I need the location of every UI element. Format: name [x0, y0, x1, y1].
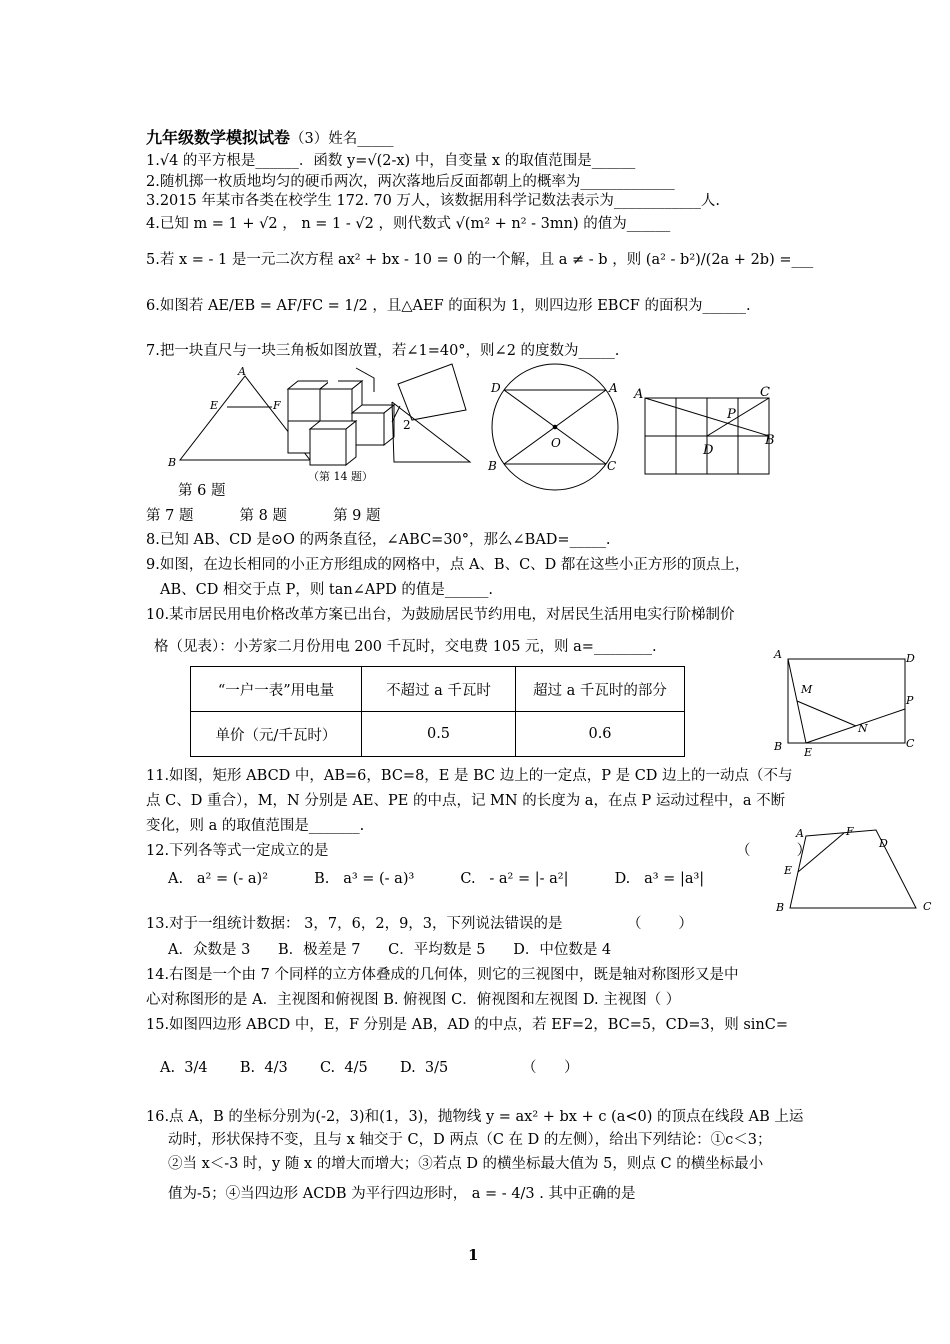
question-10b: 格（见表）：小芳家二月份用电 200 千瓦时，交电费 105 元，则 a=________. — [154, 639, 657, 655]
grid-label-b: B — [765, 433, 775, 448]
quad-label-b: B — [776, 901, 785, 914]
rect-label-n: N — [858, 722, 868, 735]
circle-label-o: O — [551, 436, 561, 450]
question-4: 4.已知 m = 1 + √2 ， n = 1 - √2 ，则代数式 √(m² + n² - 3mn) 的值为______ — [146, 216, 671, 232]
fig14-caption: （第 14 题） — [308, 470, 373, 483]
question-10a: 10.某市居民用电价格改革方案已出台，为鼓励居民节约用电，对居民生活用电实行阶梯制价 — [146, 607, 735, 623]
question-11c: 变化，则 a 的取值范围是_______. — [146, 818, 365, 834]
question-16a: 16.点 A，B 的坐标分别为(-2，3)和(1，3)，抛物线 y = ax² + bx + c (a<0) 的顶点在线段 AB 上运 — [146, 1109, 804, 1125]
rect-label-m: M — [801, 683, 813, 696]
table-cell: 单价（元/千瓦时） — [191, 712, 362, 757]
table-cell: 0.6 — [516, 712, 685, 757]
table-header-cell: 不超过 a 千瓦时 — [362, 667, 516, 712]
question-12-options: A. a² = (- a)² B. a³ = (- a)³ C. - a² = |- a²| D. a³ = |a³| — [168, 871, 705, 887]
question-16d: 值为-5；④当四边形 ACDB 为平行四边形时， a = - 4/3 . 其中正确的是 — [168, 1186, 636, 1202]
question-15: 15.如图四边形 ABCD 中，E，F 分别是 AB，AD 的中点，若 EF=2，BC=5，CD=3，则 sinC= — [146, 1017, 788, 1033]
cubes-figure — [288, 380, 394, 465]
quad-label-d: D — [879, 837, 888, 850]
table-row — [191, 712, 685, 757]
table-cell: 0.5 — [362, 712, 516, 757]
rect-label-p: P — [906, 694, 914, 707]
question-12-paren: （ ） — [736, 843, 812, 859]
question-13-options: A．众数是 3 B．极差是 7 C．平均数是 5 D．中位数是 4 — [168, 942, 612, 958]
question-9a: 9.如图，在边长相同的小正方形组成的网格中，点 A、B、C、D 都在这些小正方形的顶点上， — [146, 557, 750, 573]
tri-label-e: E — [210, 399, 219, 412]
quad-label-e: E — [784, 864, 793, 877]
table-header-cell: “一户一表”用电量 — [191, 667, 362, 712]
question-16c: ②当 x＜-3 时，y 随 x 的增大而增大；③若点 D 的横坐标最大值为 5，则点 C 的横坐标最小 — [168, 1156, 764, 1172]
question-3: 3.2015 年某市各类在校学生 172. 70 万人，该数据用科学记数法表示为____________人. — [146, 193, 721, 209]
tri-label-a: A — [238, 365, 246, 378]
question-14b: 心对称图形的是 A．主视图和俯视图 B. 俯视图 C．俯视图和左视图 D. 主视图（ ） — [146, 992, 681, 1008]
quad-label-c: C — [923, 900, 932, 913]
question-13: 13.对于一组统计数据： 3，7，6，2，9，3，下列说法错误的是 （ ） — [146, 916, 693, 932]
rectangle-figure — [770, 645, 920, 760]
exam-title-line — [146, 128, 394, 149]
rect-label-a: A — [774, 648, 782, 661]
tri-label-b: B — [168, 456, 177, 469]
grid-figure — [645, 398, 769, 474]
circle-figure — [492, 364, 618, 490]
rect-label-d: D — [906, 652, 915, 665]
circle-label-c: C — [607, 459, 617, 473]
question-7: 7.把一块直尺与一块三角板如图放置，若∠1=40°，则∠2 的度数为_____. — [146, 343, 620, 359]
quad-label-a: A — [796, 827, 804, 840]
quad-label-f: F — [846, 825, 854, 838]
table-header-cell: 超过 a 千瓦时的部分 — [516, 667, 685, 712]
question-5: 5.若 x = - 1 是一元二次方程 ax² + bx - 10 = 0 的一个解，且 a ≠ - b ，则 (a² - b²)/(2a + 2b) =___ — [146, 252, 814, 268]
tri-label-f: F — [273, 399, 281, 412]
name-field-label: （3）姓名_____ — [290, 131, 394, 147]
question-15-options: A. 3/4 B. 4/3 C. 4/5 D. 3/5 （ ） — [160, 1060, 579, 1076]
question-14a: 14.右图是一个由 7 个同样的立方体叠成的几何体，则它的三视图中，既是轴对称图形又是中 — [146, 967, 739, 983]
question-8: 8.已知 AB、CD 是⊙O 的两条直径，∠ABC=30°，那么∠BAD=_____. — [146, 532, 611, 548]
rect-label-c: C — [906, 737, 915, 750]
question-11b: 点 C、D 重合），M，N 分别是 AE、PE 的中点，记 MN 的长度为 a，在点 P 运动过程中，a 不断 — [146, 793, 786, 809]
question-9b: AB、CD 相交于点 P，则 tan∠APD 的值是______. — [160, 582, 493, 598]
circle-label-a: A — [609, 381, 618, 395]
grid-label-c: C — [760, 385, 770, 400]
rect-label-b: B — [774, 740, 783, 753]
caption-fig6: 第 6 题 — [178, 483, 226, 499]
caption-fig789: 第 7 题 第 8 题 第 9 题 — [146, 508, 381, 524]
ruler-angle-2: 2 — [403, 418, 411, 432]
grid-label-d: D — [703, 443, 714, 458]
question-11a: 11.如图，矩形 ABCD 中，AB=6，BC=8，E 是 BC 边上的一定点，P 是 CD 边上的一动点（不与 — [146, 768, 793, 784]
price-table — [190, 666, 685, 757]
circle-label-d: D — [491, 381, 501, 395]
table-row — [191, 667, 685, 712]
exam-title: 九年级数学模拟试卷 — [146, 128, 291, 147]
question-1: 1.√4 的平方根是______．函数 y=√(2-x) 中，自变量 x 的取值范围是______ — [146, 153, 636, 169]
question-16b: 动时，形状保持不变，且与 x 轴交于 C，D 两点（C 在 D 的左侧），给出下列结论：①c＜3； — [168, 1132, 772, 1148]
circle-label-b: B — [488, 459, 497, 473]
question-2: 2.随机掷一枚质地均匀的硬币两次，两次落地后反面都朝上的概率为_____________ — [146, 174, 675, 190]
grid-label-p: P — [727, 407, 736, 422]
quadrilateral-figure — [770, 822, 940, 917]
figures-row — [160, 362, 950, 492]
rect-label-e: E — [804, 746, 813, 759]
page-number: 1 — [468, 1246, 479, 1264]
question-6: 6.如图若 AE/EB = AF/FC = 1/2 ，且△AEF 的面积为 1，则四边形 EBCF 的面积为______. — [146, 298, 751, 314]
question-12: 12.下列各等式一定成立的是 — [146, 843, 329, 859]
grid-label-a: A — [634, 387, 644, 402]
